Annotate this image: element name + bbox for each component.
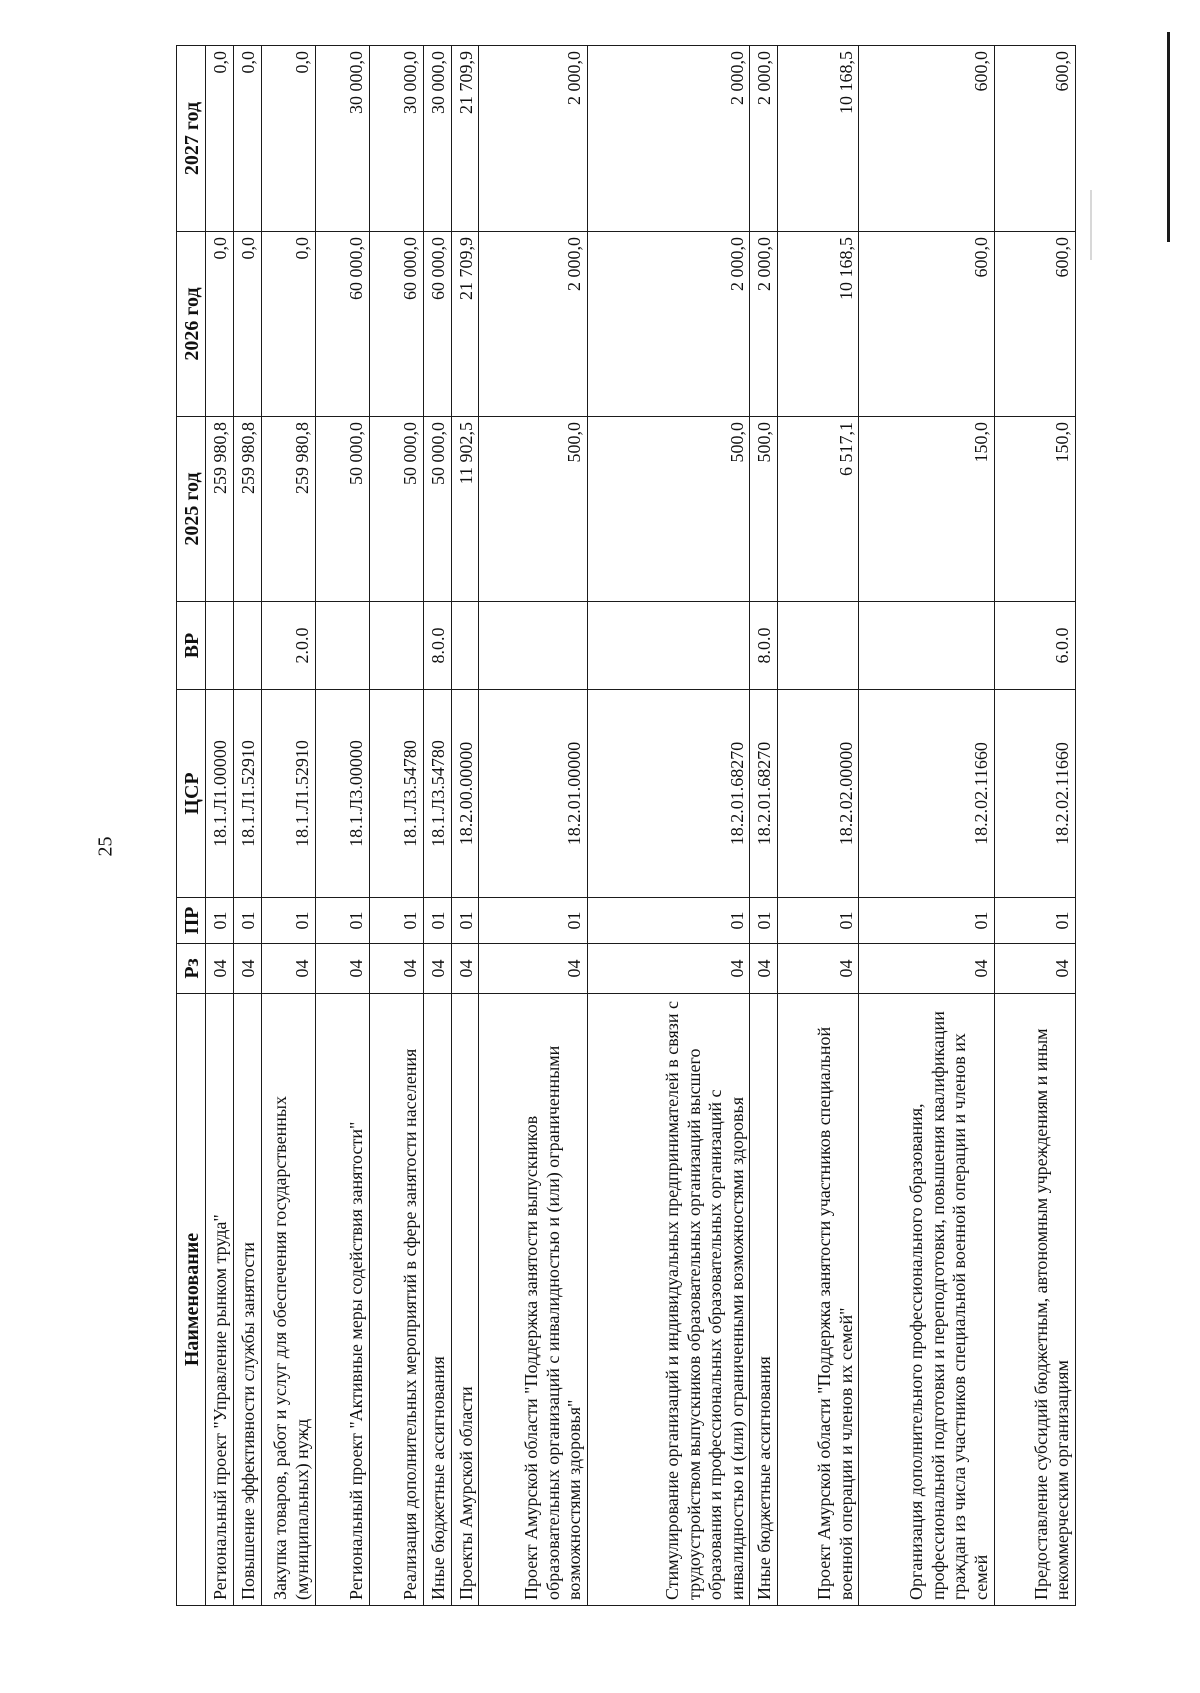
cell-2027: 600,0 (994, 46, 1075, 232)
cell-csr: 18.1.Л1.52910 (233, 690, 261, 898)
cell-2026: 0,0 (233, 232, 261, 417)
cell-2027: 30 000,0 (315, 46, 369, 232)
cell-rz: 04 (587, 944, 749, 994)
cell-rz: 04 (369, 944, 423, 994)
cell-2026: 2 000,0 (750, 232, 778, 417)
table-row (994, 46, 1075, 1606)
cell-rz: 04 (750, 944, 778, 994)
cell-2026: 21 709,9 (451, 232, 479, 417)
cell-csr: 18.2.01.68270 (587, 690, 749, 898)
cell-2025: 259 980,8 (206, 417, 234, 602)
margin-line (1167, 32, 1170, 242)
header-name: Наименование (177, 994, 206, 1606)
cell-2026: 0,0 (261, 232, 315, 417)
cell-rz: 04 (233, 944, 261, 994)
cell-2026: 60 000,0 (369, 232, 423, 417)
cell-pr: 01 (587, 898, 749, 944)
cell-name: Проект Амурской области "Поддержка занятости участников специальной военной операции и членов их семей" (778, 994, 859, 1606)
header-rz: Рз (177, 944, 206, 994)
cell-pr: 01 (315, 898, 369, 944)
table-row (315, 46, 369, 1606)
cell-pr: 01 (233, 898, 261, 944)
cell-rz: 04 (778, 944, 859, 994)
table-row (369, 46, 423, 1606)
cell-name: Проекты Амурской области (451, 994, 479, 1606)
cell-pr: 01 (451, 898, 479, 944)
table-row (778, 46, 859, 1606)
cell-csr: 18.1.Л3.54780 (369, 690, 423, 898)
table-row (479, 46, 587, 1606)
cell-rz: 04 (859, 944, 994, 994)
cell-2025: 150,0 (994, 417, 1075, 602)
table-header-row (177, 46, 206, 1606)
header-pr: ПР (177, 898, 206, 944)
cell-vr (206, 602, 234, 690)
cell-vr (778, 602, 859, 690)
cell-2025: 259 980,8 (233, 417, 261, 602)
cell-vr (479, 602, 587, 690)
cell-rz: 04 (994, 944, 1075, 994)
cell-rz: 04 (206, 944, 234, 994)
cell-csr: 18.2.00.00000 (451, 690, 479, 898)
table-row (587, 46, 749, 1606)
cell-2025: 500,0 (587, 417, 749, 602)
cell-2027: 600,0 (859, 46, 994, 232)
cell-2026: 0,0 (206, 232, 234, 417)
table-row (859, 46, 994, 1606)
cell-pr: 01 (750, 898, 778, 944)
cell-csr: 18.2.02.11660 (994, 690, 1075, 898)
cell-csr: 18.1.Л3.54780 (423, 690, 451, 898)
cell-2027: 0,0 (206, 46, 234, 232)
cell-2027: 30 000,0 (369, 46, 423, 232)
cell-name: Организация дополнительного профессионального образования, профессиональной подготовки и переподготовки, повышения квалификации граждан из числа участников специальной военной операции и членов их семей (859, 994, 994, 1606)
cell-2025: 50 000,0 (315, 417, 369, 602)
cell-pr: 01 (994, 898, 1075, 944)
cell-name: Иные бюджетные ассигнования (750, 994, 778, 1606)
cell-2027: 30 000,0 (423, 46, 451, 232)
cell-pr: 01 (423, 898, 451, 944)
cell-2026: 2 000,0 (479, 232, 587, 417)
budget-table (176, 45, 1076, 1606)
cell-pr: 01 (859, 898, 994, 944)
cell-csr: 18.2.01.68270 (750, 690, 778, 898)
cell-vr (369, 602, 423, 690)
cell-vr (859, 602, 994, 690)
cell-csr: 18.2.01.00000 (479, 690, 587, 898)
cell-vr (315, 602, 369, 690)
cell-2026: 10 168,5 (778, 232, 859, 417)
cell-2025: 6 517,1 (778, 417, 859, 602)
cell-name: Региональный проект "Активные меры содействия занятости" (315, 994, 369, 1606)
cell-2027: 10 168,5 (778, 46, 859, 232)
cell-name: Иные бюджетные ассигнования (423, 994, 451, 1606)
cell-2025: 500,0 (479, 417, 587, 602)
cell-csr: 18.2.02.11660 (859, 690, 994, 898)
cell-name: Предоставление субсидий бюджетным, автономным учреждениям и иным некоммерческим организациям (994, 994, 1075, 1606)
cell-name: Проект Амурской области "Поддержка занятости выпускников образовательных организаций с инвалидностью и (или) ограниченными возможностями здоровья" (479, 994, 587, 1606)
table-row (423, 46, 451, 1606)
header-csr: ЦСР (177, 690, 206, 898)
header-2026: 2026 год (177, 232, 206, 417)
cell-pr: 01 (369, 898, 423, 944)
cell-2027: 2 000,0 (587, 46, 749, 232)
cell-2027: 2 000,0 (479, 46, 587, 232)
cell-pr: 01 (206, 898, 234, 944)
cell-2025: 50 000,0 (423, 417, 451, 602)
cell-csr: 18.1.Л1.52910 (261, 690, 315, 898)
cell-name: Реализация дополнительных мероприятий в сфере занятости населения (369, 994, 423, 1606)
table-row (750, 46, 778, 1606)
cell-2026: 2 000,0 (587, 232, 749, 417)
rotated-table-wrapper (176, 46, 1076, 1606)
cell-vr: 8.0.0 (750, 602, 778, 690)
cell-2026: 600,0 (859, 232, 994, 417)
cell-rz: 04 (315, 944, 369, 994)
cell-pr: 01 (261, 898, 315, 944)
cell-csr: 18.1.Л1.00000 (206, 690, 234, 898)
cell-2025: 259 980,8 (261, 417, 315, 602)
cell-name: Региональный проект "Управление рынком труда" (206, 994, 234, 1606)
cell-name: Стимулирование организаций и индивидуальных предпринимателей в связи с трудоустройством выпускников образовательных организаций высшего образования и профессиональных образовательных организаций с инвалидностью и (или) ограниченными возможностями здоровья (587, 994, 749, 1606)
page-number: 25 (94, 836, 117, 857)
cell-vr: 6.0.0 (994, 602, 1075, 690)
cell-vr: 8.0.0 (423, 602, 451, 690)
cell-2027: 0,0 (261, 46, 315, 232)
header-vr: ВР (177, 602, 206, 690)
cell-2025: 50 000,0 (369, 417, 423, 602)
table-row (451, 46, 479, 1606)
cell-pr: 01 (778, 898, 859, 944)
cell-rz: 04 (261, 944, 315, 994)
scan-mark (1090, 190, 1092, 260)
cell-2025: 500,0 (750, 417, 778, 602)
cell-2025: 150,0 (859, 417, 994, 602)
cell-rz: 04 (479, 944, 587, 994)
cell-2026: 60 000,0 (315, 232, 369, 417)
cell-csr: 18.2.02.00000 (778, 690, 859, 898)
cell-2027: 0,0 (233, 46, 261, 232)
cell-vr (233, 602, 261, 690)
cell-pr: 01 (479, 898, 587, 944)
table-row (261, 46, 315, 1606)
cell-name: Закупка товаров, работ и услуг для обеспечения государственных (муниципальных) нужд (261, 994, 315, 1606)
cell-vr (587, 602, 749, 690)
header-2027: 2027 год (177, 46, 206, 232)
cell-2025: 11 902,5 (451, 417, 479, 602)
cell-vr (451, 602, 479, 690)
cell-vr: 2.0.0 (261, 602, 315, 690)
cell-name: Повышение эффективности службы занятости (233, 994, 261, 1606)
header-2025: 2025 год (177, 417, 206, 602)
cell-2027: 21 709,9 (451, 46, 479, 232)
cell-csr: 18.1.Л3.00000 (315, 690, 369, 898)
cell-rz: 04 (451, 944, 479, 994)
cell-2027: 2 000,0 (750, 46, 778, 232)
cell-rz: 04 (423, 944, 451, 994)
table-row (206, 46, 234, 1606)
cell-2026: 600,0 (994, 232, 1075, 417)
cell-2026: 60 000,0 (423, 232, 451, 417)
table-row (233, 46, 261, 1606)
